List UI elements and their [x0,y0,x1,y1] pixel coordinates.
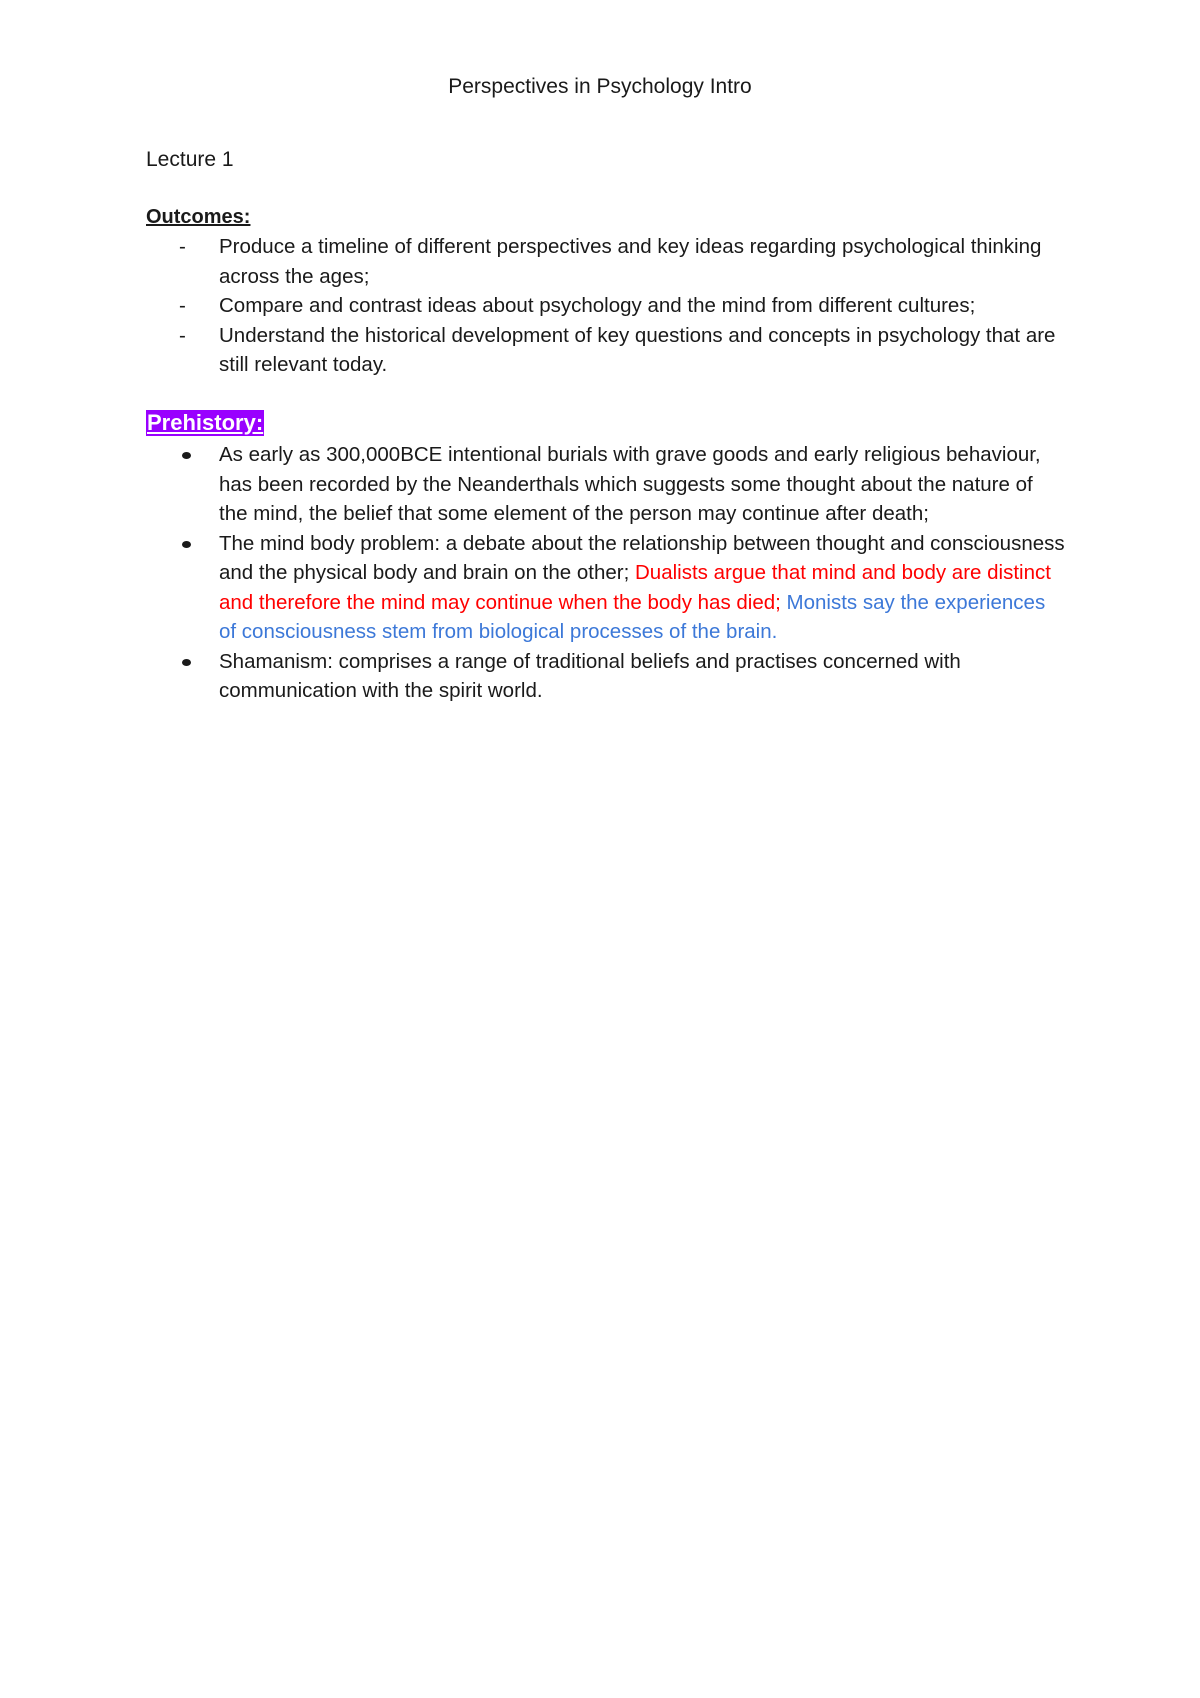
outcome-text: Understand the historical development of key questions and concepts in psychology that are still relevant today. [219,323,1056,376]
prehistory-item [146,647,1066,706]
prehistory-heading: Prehistory: [147,410,264,435]
outcomes-heading: Outcomes: [146,206,251,228]
dash-marker: - [179,294,186,317]
lecture-label: Lecture 1 [146,148,234,171]
prehistory-item [146,529,1066,647]
document-title: Perspectives in Psychology Intro [448,75,752,98]
outcomes-list [146,232,1066,380]
bullet-dot-icon [182,541,191,548]
prehistory-text: As early as 300,000BCE intentional burials with grave goods and early religious behaviour, has been recorded by the Neanderthals which suggests some thought about the nature of the mind, the belief that some element of the person may continue after death; [219,443,1041,525]
outcome-text: Produce a timeline of different perspectives and key ideas regarding psychological thinking across the ages; [219,235,1042,288]
prehistory-list [146,440,1066,706]
outcome-item [146,291,1066,321]
bullet-dot-icon [182,659,191,666]
prehistory-text: Shamanism: comprises a range of traditional beliefs and practises concerned with communication with the spirit world. [219,649,961,702]
monists-text: Monists say the experiences of consciousness stem from biological processes of the brain. [219,590,1046,643]
prehistory-text: The mind body problem: a debate about the relationship between thought and consciousness and the physical body and brain on the other; [219,531,1065,584]
outcome-item [146,232,1066,291]
prehistory-item [146,440,1066,529]
dash-marker: - [179,235,186,258]
outcome-item [146,321,1066,380]
dualists-text: Dualists argue that mind and body are distinct and therefore the mind may continue when the body has died; [219,561,1051,614]
bullet-dot-icon [182,452,191,459]
outcome-text: Compare and contrast ideas about psychology and the mind from different cultures; [219,294,976,317]
dash-marker: - [179,323,186,347]
